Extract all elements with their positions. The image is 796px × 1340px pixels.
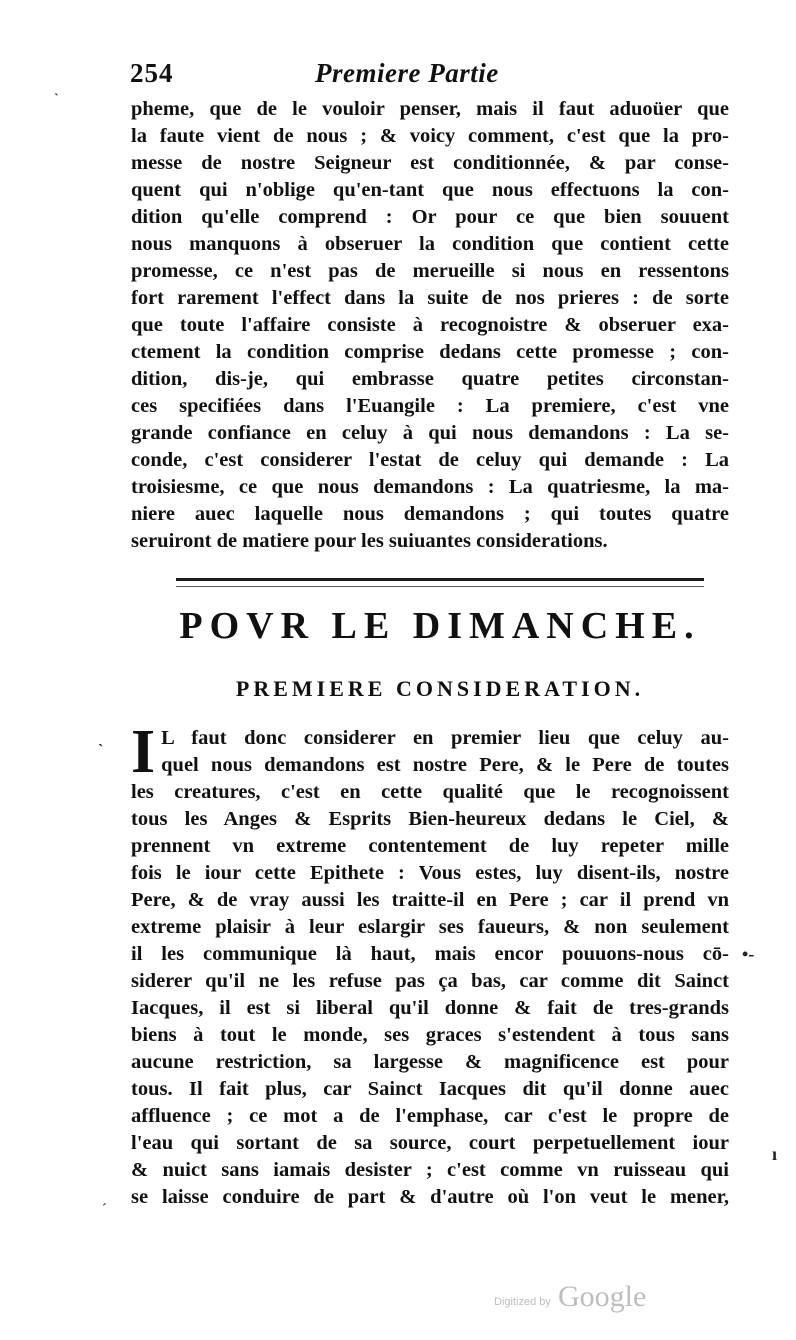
google-logo: Google (558, 1280, 647, 1313)
watermark-prefix: Digitized by (494, 1296, 551, 1308)
section-divider (176, 578, 704, 581)
text-line: tous les Anges & Esprits Bien-heureux dedans le Ciel, & (131, 808, 729, 830)
running-head-title: Premiere Partie (315, 58, 499, 88)
text-line: se laisse conduire de part & d'autre où l'on veut le mener, (131, 1186, 729, 1208)
text-line: niere auec laquelle nous demandons ; qui toutes quatre (131, 503, 729, 525)
subsection-title: PREMIERE CONSIDERATION. (235, 676, 645, 701)
text-line: prennent vn extreme contentement de luy repeter mille (131, 835, 729, 857)
body-paragraph (131, 718, 729, 1211)
text-line: nous manquons à obseruer la condition que contient cette (131, 233, 729, 255)
margin-mark: ˋ (98, 742, 104, 759)
text-line: quel nous demandons est nostre Pere, & le Pere de toutes (161, 754, 729, 776)
text-line: dition qu'elle comprend : Or pour ce que bien souuent (131, 206, 729, 228)
margin-mark: ˊ (102, 1202, 107, 1217)
section-title: POVR LE DIMANCHE. (179, 605, 701, 647)
text-line: grande confiance en celuy à qui nous demandons : La se- (131, 422, 729, 444)
text-line: affluence ; ce mot a de l'emphase, car c'est le propre de (131, 1105, 729, 1127)
text-line: seruiront de matiere pour les suiuantes considerations. (131, 530, 608, 552)
text-line: aucune restriction, sa largesse & magnificence est pour (131, 1051, 729, 1073)
text-line: messe de nostre Seigneur est conditionnée, & par conse- (131, 152, 729, 174)
text-line: L faut donc considerer en premier lieu que celuy au- (161, 727, 729, 749)
text-line: fort rarement l'effect dans la suite de nos prieres : de sorte (131, 287, 729, 309)
top-paragraph (131, 96, 729, 555)
text-line: ces specifiées dans l'Euangile : La premiere, c'est vne (131, 395, 729, 417)
text-line: troisiesme, ce que nous demandons : La quatriesme, la ma- (131, 476, 729, 498)
text-line: fois le iour cette Epithete : Vous estes, luy disent-ils, nostre (131, 862, 729, 884)
text-line: tous. Il fait plus, car Sainct Iacques dit qu'il donne auec (131, 1078, 729, 1100)
margin-mark: ˋ (54, 92, 59, 107)
text-line: siderer qu'il ne les refuse pas ça bas, car comme dit Sainct (131, 970, 729, 992)
section-divider-thin (176, 586, 704, 587)
text-line: les creatures, c'est en cette qualité que le recognoissent (131, 781, 729, 803)
text-line: que toute l'affaire consiste à recognoistre & obseruer exa- (131, 314, 729, 336)
text-line: & nuict sans iamais desister ; c'est comme vn ruisseau qui (131, 1159, 729, 1181)
text-line: l'eau qui sortant de sa source, court perpetuellement iour (131, 1132, 729, 1154)
text-line: quent qui n'oblige qu'en-tant que nous effectuons la con- (131, 179, 729, 201)
text-line: Pere, & de vray aussi les traitte-il en Pere ; car il prend vn (131, 889, 729, 911)
text-line: la faute vient de nous ; & voicy comment, c'est que la pro- (131, 125, 729, 147)
text-line: Iacques, il est si liberal qu'il donne & fait de tres-grands (131, 997, 729, 1019)
text-line: il les communique là haut, mais encor pouuons-nous cō- (131, 943, 729, 965)
text-line: dition, dis-je, qui embrasse quatre petites circonstan- (131, 368, 729, 390)
text-line: conde, c'est considerer l'estat de celuy qui demande : La (131, 449, 729, 471)
text-line: biens à tout le monde, ses graces s'estendent à tous sans (131, 1024, 729, 1046)
text-line: ctement la condition comprise dedans cette promesse ; con- (131, 341, 729, 363)
text-line: extreme plaisir à leur eslargir ses faueurs, & non seulement (131, 916, 729, 938)
page-number: 254 (130, 58, 174, 88)
margin-mark: •‐ (742, 944, 755, 964)
running-head (130, 58, 690, 92)
text-line: promesse, ce n'est pas de merueille si nous en ressentons (131, 260, 729, 282)
margin-mark: ı (772, 1144, 778, 1164)
text-line: pheme, que de le vouloir penser, mais il faut aduoüer que (131, 98, 729, 120)
digitized-watermark (494, 1280, 674, 1316)
drop-cap: I (131, 718, 156, 786)
